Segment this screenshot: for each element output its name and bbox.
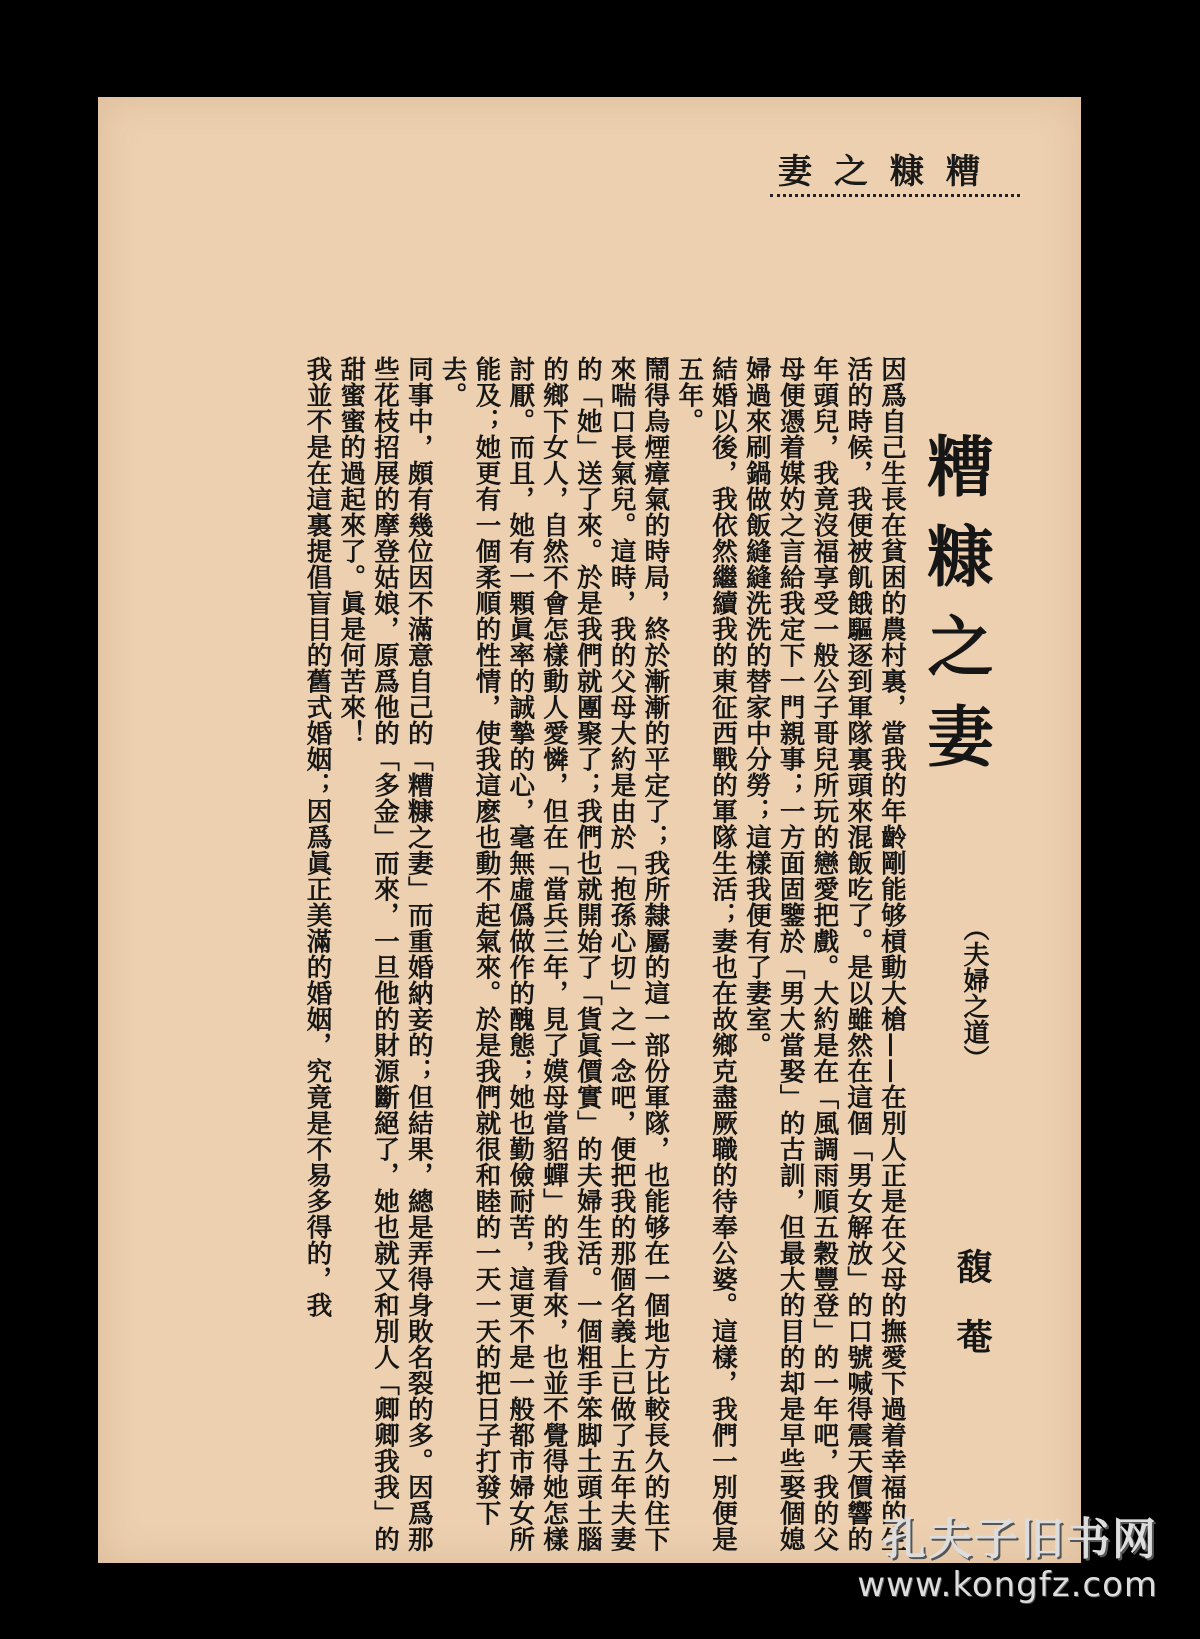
paragraph-1: 因爲自己生長在貧困的農村裏，當我的年齡剛能够槓動大槍——在別人正是在父母的撫愛下過着幸福的生活的時候，我便被飢餓驅逐到軍隊裏頭來混飯吃了。是以雖然在這個「男女解放」的口號喊得震天價響的年頭兒，我竟沒福享受一般公子哥兒所玩的戀愛把戲。大約是在「風調雨順五穀豐登」的一年吧，我的父母便憑着媒妁之言給我定下一門親事；一方面固鑒於「男大當娶」的古訓，但最大的目的却是早些娶個媳婦過來刷鍋做飯縫縫洗洗的替家中分勞；這樣我便有了妻室。 bbox=[741, 356, 907, 1552]
watermark-url: www.kongfz.com bbox=[857, 1565, 1158, 1605]
paragraph-5: 我並不是在這裏提倡盲目的舊式婚姻；因爲眞正美滿的婚姻，究竟是不易多得的，我 bbox=[302, 356, 333, 1318]
running-header bbox=[770, 138, 1020, 197]
article-subtitle: （夫婦之道） bbox=[959, 915, 989, 1071]
paragraph-3: 鬧得烏煙瘴氣的時局，終於漸漸的平定了；我所隸屬的這一部份軍隊，也能够在一個地方比較長久的住下來喘口長氣兒。這時，我的父母大約是由於「抱孫心切」之一念吧，便把我的那個名義上已做了五年夫妻的「她」送了來。於是我們就團聚了；我們也就開始了「貨眞價實」的夫婦生活。一個粗手笨脚土頭土腦的鄉下女人，自然不會怎樣動人愛憐，但在「當兵三年，見了嫫母當貂蟬」的我看來，也並不覺得她怎樣討厭。而且，她有一顆眞率的誠摯的心，毫無虛僞做作的醜態；她也勤儉耐苦，這更不是一般都市婦女所能及；她更有一個柔順的性情，使我這麽也動不起氣來。於是我們就很和睦的一天一天的把日子打發下去。 bbox=[437, 356, 671, 1552]
header-title: 糟糠之妻 bbox=[778, 152, 1002, 192]
site-watermark bbox=[828, 1515, 1158, 1605]
paragraph-4: 同事中，頗有幾位因不滿意自己的「糟糠之妻」而重婚納妾的；但結果，總是弄得身敗名裂的多。因爲那些花枝招展的摩登姑娘，原爲他的「多金」而來，一旦他的財源斷絕了，她也就又和別人「卿卿我我」的甜蜜蜜的過起來了。眞是何苦來！ bbox=[336, 356, 434, 1552]
article-body bbox=[300, 356, 908, 1556]
watermark-name: 孔夫子旧书网 bbox=[882, 1514, 1158, 1565]
author-name: 馥菴 bbox=[951, 1248, 993, 1388]
paragraph-2: 結婚以後，我依然繼續我的東征西戰的軍隊生活；妻也在故鄉克盡厥職的待奉公婆。這樣，我們一別便是五年。 bbox=[674, 356, 739, 1552]
article-title: 糟糠之妻 bbox=[916, 432, 994, 792]
